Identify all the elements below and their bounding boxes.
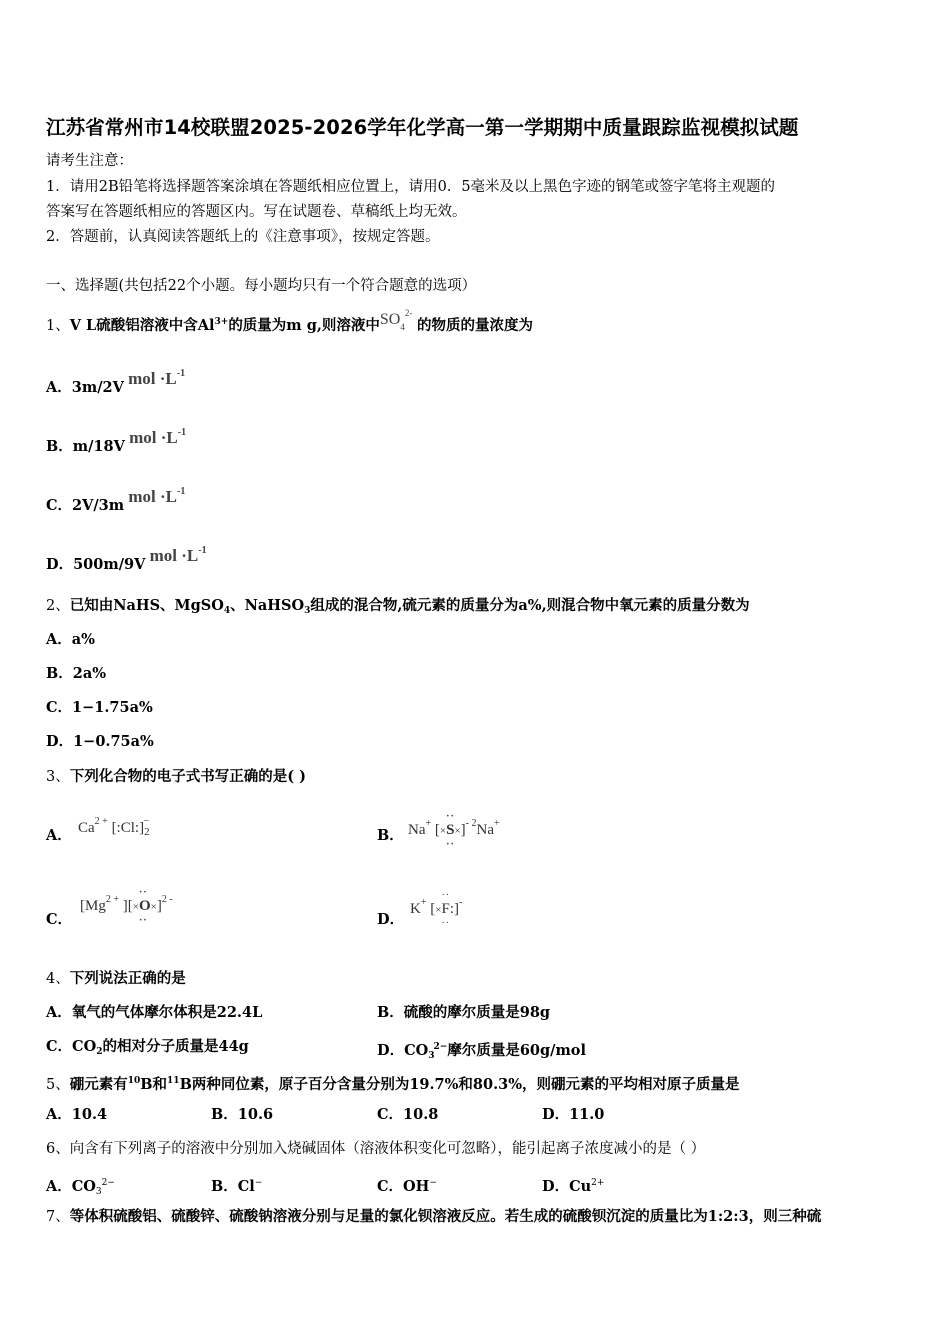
q1-option-a[interactable]: A．3m/2V mol $\cdot L^{-1}$ — [46, 368, 186, 396]
question-3: 3、下列化合物的电子式书写正确的是( ) — [46, 768, 307, 785]
question-text: 的物质的量浓度为 — [416, 317, 533, 334]
q2-option-b[interactable]: B．2a% — [46, 665, 107, 682]
notice-heading: 请考生注意： — [46, 153, 133, 169]
q1-option-b[interactable]: B．m/18V mol $\cdot L^{-1}$ — [46, 427, 187, 455]
q5-option-d[interactable]: D．11.0 — [542, 1106, 605, 1123]
notice-line-3: 2．答题前，认真阅读答题纸上的《注意事项》，按规定答题。 — [46, 229, 440, 245]
q5-option-c[interactable]: C．10.8 — [377, 1106, 439, 1123]
question-7: 7、等体积硫酸铝、硫酸锌、硫酸钠溶液分别与足量的氯化钡溶液反应。若生成的硫酸钡沉淀的质量比为1:2:3，则三种硫 — [46, 1208, 822, 1225]
q6-option-a[interactable]: A．$CO_3^{2-}$ — [46, 1178, 115, 1197]
q2-option-d[interactable]: D．1−0.75a% — [46, 733, 154, 750]
superscript: 3+ — [214, 317, 229, 327]
q3-option-d-label[interactable]: D． — [377, 911, 405, 928]
q3-option-a-formula[interactable]: $Ca^{2 +}$ $[:Cl:]_2^-$ — [78, 816, 150, 838]
page-title: 江苏省常州市14校联盟2025-2026学年化学高一第一学期期中质量跟踪监视模拟试题 — [46, 116, 799, 139]
q3-option-a-label[interactable]: A． — [46, 827, 72, 844]
q6-option-c[interactable]: C．OH− — [377, 1178, 437, 1195]
question-1 — [46, 308, 533, 337]
q4-option-c[interactable]: C．$CO_2$的相对分子质量是44g — [46, 1038, 249, 1057]
question-2: 2、已知由NaHS、MgSO$_4$、NaHSO$_3$组成的混合物,硫元素的质量分为a%,则混合物中氧元素的质量分数为 — [46, 597, 750, 616]
q6-option-d[interactable]: D．$Cu^{2+}$ — [542, 1178, 605, 1195]
q3-option-b-formula[interactable]: Na+ [×·· S ··×]$^{- 2}$Na+ — [408, 818, 500, 839]
q3-option-c-label[interactable]: C． — [46, 911, 73, 928]
q5-option-b[interactable]: B．10.6 — [211, 1106, 274, 1123]
sulfate-ion-formula: $SO_4^{2-}$ — [379, 308, 413, 332]
q4-option-b[interactable]: B．硫酸的摩尔质量是98g — [377, 1004, 551, 1021]
question-6: 6、向含有下列离子的溶液中分别加入烧碱固体（溶液体积变化可忽略），能引起离子浓度减小的是（ ） — [46, 1141, 706, 1157]
notice-line-2: 答案写在答题纸相应的答题区内。写在试题卷、草稿纸上均无效。 — [46, 204, 467, 220]
notice-line-1: 1．请用2B铅笔将选择题答案涂填在答题纸相应位置上，请用0．5毫米及以上黑色字迹的钢笔或签字笔将主观题的 — [46, 179, 776, 195]
section-heading: 一、选择题(共包括22个小题。每小题均只有一个符合题意的选项） — [46, 278, 477, 294]
question-text: V L硫酸铝溶液中含Al — [69, 317, 215, 334]
q2-option-a[interactable]: A．a% — [46, 631, 95, 648]
question-text: 的质量为m g,则溶液中 — [228, 317, 380, 334]
q3-option-b-label[interactable]: B． — [377, 827, 404, 844]
q4-option-a[interactable]: A．氧气的气体摩尔体积是22.4L — [46, 1004, 263, 1021]
q3-option-d-formula[interactable]: K+ [×·· F ··:]- — [410, 897, 462, 918]
q1-option-c[interactable]: C．2V/3m mol $\cdot L^{-1}$ — [46, 486, 186, 514]
q3-option-c-formula[interactable]: [$Mg^{2 +}$ ][×·· O ··×]$^{2 -}$ — [80, 894, 173, 915]
q6-option-b[interactable]: B．Cl− — [211, 1178, 263, 1195]
q2-option-c[interactable]: C．1−1.75a% — [46, 699, 153, 716]
q5-option-a[interactable]: A．10.4 — [46, 1106, 108, 1123]
question-number: 1、 — [46, 318, 70, 334]
q4-option-d[interactable]: D．$CO_3^{2-}$摩尔质量是60g/mol — [377, 1042, 586, 1061]
q1-option-d[interactable]: D．500m/9V mol $\cdot L^{-1}$ — [46, 545, 207, 573]
question-5: 5、硼元素有$^{10}$B和$^{11}$B两种同位素，原子百分含量分别为19.7%和80.3%，则硼元素的平均相对原子质量是 — [46, 1076, 740, 1093]
question-4: 4、下列说法正确的是 — [46, 970, 186, 987]
